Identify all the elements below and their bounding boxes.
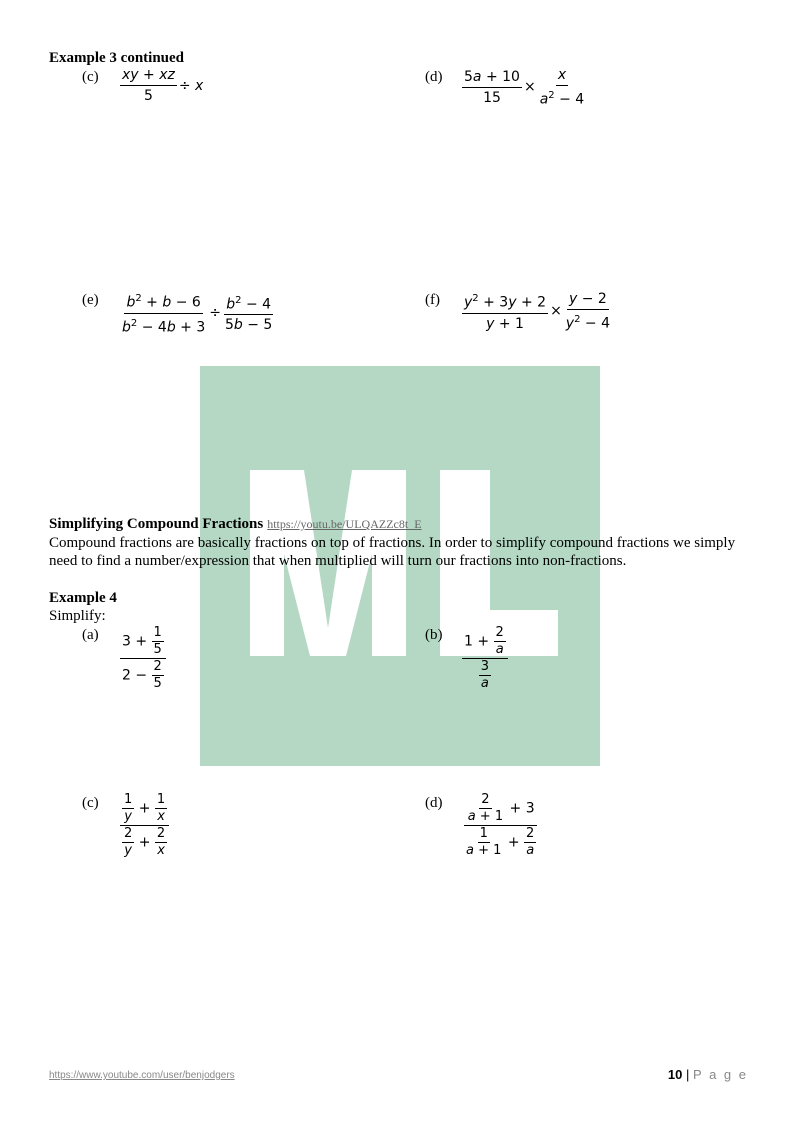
example-4d-expression: $\frac{2}{a + 1}$ + 3 $\frac{1}{a + 1}$ + $\frac{2}{a}$ <box>462 793 538 858</box>
section-heading: Simplifying Compound Fractions <box>49 516 264 532</box>
example-3e-expression: $\frac{b^2 + b - 6}{b^2 - 4b + 3}$ ÷ $\frac{b^2 - 4}{5b - 5}$ <box>120 290 274 336</box>
example-3d-expression: $\frac{5a + 10}{15}$ × $\frac{x}{a^2 - 4}$ <box>464 67 585 108</box>
example-4c-expression: $\frac{1}{y}$ + $\frac{1}{x}$ $\frac{2}{y}$ + $\frac{2}{x}$ <box>120 793 169 858</box>
example-3e-label: (e) <box>82 292 99 308</box>
example-3f-expression: $\frac{y^2 + 3y + 2}{y + 1}$ × $\frac{y - 2}{y^2 - 4}$ <box>464 291 611 332</box>
footer-page-number <box>668 1067 748 1082</box>
example-4b-expression: 1 + $\frac{2}{a}$ $\frac{3}{a}$ <box>462 626 508 691</box>
example-3f-label: (f) <box>425 292 440 308</box>
video-link[interactable]: https://youtu.be/ULQAZZc8t_E <box>267 517 422 531</box>
page-word: P a g e <box>693 1067 748 1082</box>
example-3-heading: Example 3 continued <box>49 50 185 66</box>
footer-youtube-link[interactable]: https://www.youtube.com/user/benjodgers <box>49 1070 235 1081</box>
example-4a-expression: 3 + $\frac{1}{5}$ 2 − $\frac{2}{5}$ <box>120 626 166 691</box>
section-paragraph: Compound fractions are basically fractions on top of fractions. In order to simplify compound fractions we simply need to find a number/expression that when multiplied will turn our fractions into non-fractions. <box>49 535 736 569</box>
example-3c-label: (c) <box>82 69 99 85</box>
page-number: 10 <box>667 1067 683 1082</box>
example-4-instruction: Simplify: <box>49 608 106 624</box>
example-4a-label: (a) <box>82 627 99 643</box>
example-4b-label: (b) <box>425 627 443 643</box>
page-separator: | <box>686 1067 690 1082</box>
example-4d-label: (d) <box>425 795 443 811</box>
section-heading-row <box>49 515 422 533</box>
example-4c-label: (c) <box>82 795 99 811</box>
example-4-heading: Example 4 <box>49 590 117 606</box>
example-3c-expression: $\frac{xy + xz}{5}$ ÷ x <box>122 67 204 104</box>
example-3d-label: (d) <box>425 69 443 85</box>
